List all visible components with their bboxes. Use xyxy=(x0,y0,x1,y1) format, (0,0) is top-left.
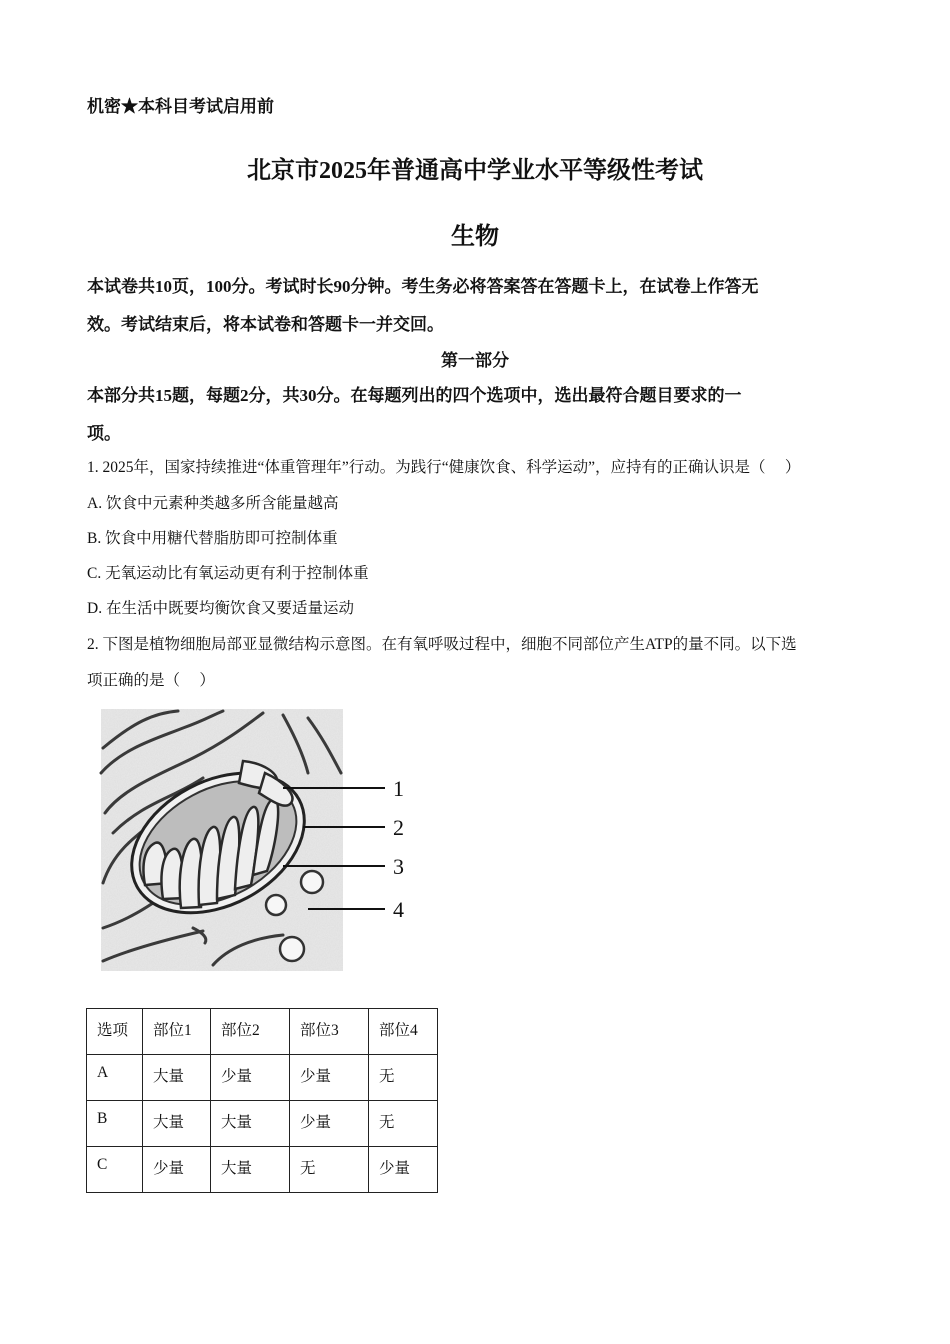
exam-title: 北京市2025年普通高中学业水平等级性考试 xyxy=(247,158,703,184)
table-cell: 无 xyxy=(369,1055,438,1101)
label-4: 4 xyxy=(393,897,404,922)
table-cell: 无 xyxy=(290,1147,369,1193)
instructions-line-1: 本试卷共10页，100分。考试时长90分钟。考生务必将答案答在答题卡上，在试卷上作答无 xyxy=(87,277,759,296)
table-cell: A xyxy=(87,1055,143,1101)
table-cell: 少量 xyxy=(143,1147,211,1193)
part-description-line-1: 本部分共15题，每题2分，共30分。在每题列出的四个选项中，选出最符合题目要求的一 xyxy=(87,386,742,405)
question-2-stem-line-2: 项正确的是（ ） xyxy=(87,672,215,689)
table-row xyxy=(87,1147,438,1193)
answer-options-table xyxy=(86,1008,438,1193)
table-cell: C xyxy=(87,1147,143,1193)
question-1-option-a: A. 饮食中元素种类越多所含能量越高 xyxy=(87,495,339,512)
part-description-line-2: 项。 xyxy=(87,424,121,443)
question-1-option-b: B. 饮食中用糖代替脂肪即可控制体重 xyxy=(87,530,338,547)
table-header-cell: 部位1 xyxy=(143,1009,211,1055)
label-1: 1 xyxy=(393,776,404,801)
table-cell: 大量 xyxy=(143,1055,211,1101)
table-header-cell: 部位3 xyxy=(290,1009,369,1055)
question-2-stem-line-1: 2. 下图是植物细胞局部亚显微结构示意图。在有氧呼吸过程中，细胞不同部位产生ATP的量不同。以下选 xyxy=(87,636,797,653)
table-header-row xyxy=(87,1009,438,1055)
table-row xyxy=(87,1101,438,1147)
table-header-cell: 选项 xyxy=(87,1009,143,1055)
instructions-line-2: 效。考试结束后，将本试卷和答题卡一并交回。 xyxy=(87,315,444,334)
part-title: 第一部分 xyxy=(441,351,509,370)
question-1-stem: 1. 2025年，国家持续推进“体重管理年”行动。为践行“健康饮食、科学运动”，应持有的正确认识是（ ） xyxy=(87,459,801,476)
table-cell: 少量 xyxy=(369,1147,438,1193)
confidential-label: 机密★本科目考试启用前 xyxy=(87,97,274,116)
table-cell: 少量 xyxy=(290,1101,369,1147)
question-1-option-c: C. 无氧运动比有氧运动更有利于控制体重 xyxy=(87,565,369,582)
table-cell: 少量 xyxy=(290,1055,369,1101)
table-header-cell: 部位2 xyxy=(211,1009,290,1055)
question-1-option-d: D. 在生活中既要均衡饮食又要适量运动 xyxy=(87,600,354,617)
table-cell: 大量 xyxy=(211,1101,290,1147)
table-cell: 大量 xyxy=(143,1101,211,1147)
table-cell: 少量 xyxy=(211,1055,290,1101)
table-cell: 大量 xyxy=(211,1147,290,1193)
subject-title: 生物 xyxy=(451,224,499,250)
table-header-cell: 部位4 xyxy=(369,1009,438,1055)
label-2: 2 xyxy=(393,815,404,840)
label-3: 3 xyxy=(393,854,404,879)
mitochondrion-diagram xyxy=(93,703,423,975)
table-row xyxy=(87,1055,438,1101)
table-cell: B xyxy=(87,1101,143,1147)
table-cell: 无 xyxy=(369,1101,438,1147)
